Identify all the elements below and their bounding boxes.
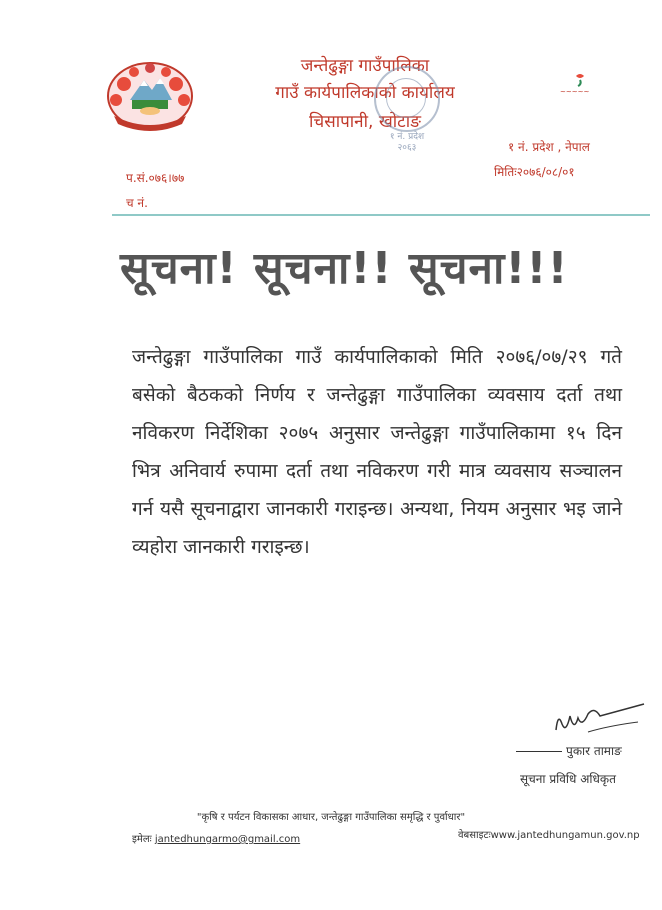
date-text: मितिः२०७६/०८/०१ xyxy=(494,165,575,179)
svg-text:~~~~~: ~~~~~ xyxy=(560,88,590,96)
signature-line xyxy=(516,751,562,752)
office-address: चिसापानी, खोटाङ xyxy=(309,112,421,132)
email-label: इमेलः xyxy=(132,834,152,845)
government-emblem xyxy=(104,58,196,134)
stamp-text-line-2: २०६३ xyxy=(397,143,417,153)
footer-email xyxy=(132,831,300,845)
footer-slogan: "कृषि र पर्यटन विकासका आधार, जन्तेढुङ्गा गाउँपालिका समृद्धि र पुर्वाधार" xyxy=(196,812,466,823)
signature-scribble xyxy=(548,702,648,742)
reference-number: प.सं.०७६।७७ xyxy=(126,171,185,185)
notice-heading: सूचना! सूचना!! सूचना!!! xyxy=(120,243,569,294)
footer-website[interactable]: वेबसाइटःwww.jantedhungamun.gov.np xyxy=(458,830,640,841)
signatory-title: सूचना प्रविधि अधिकृत xyxy=(520,772,616,786)
signatory-name: पुकार तामाङ xyxy=(566,744,622,758)
municipality-name: जन्तेढुङ्गा गाउँपालिका xyxy=(300,56,430,76)
province-text: १ नं. प्रदेश , नेपाल xyxy=(508,140,590,154)
stamp-text-line-1: १ नं. प्रदेश xyxy=(389,132,425,142)
email-link[interactable]: jantedhungarmo@gmail.com xyxy=(154,834,301,845)
office-name: गाउँ कार्यपालिकाको कार्यालय xyxy=(275,83,455,103)
nepal-tourism-logo xyxy=(558,72,598,98)
dispatch-number: च नं. xyxy=(126,196,148,210)
notice-body: जन्तेढुङ्गा गाउँपालिका गाउँ कार्यपालिकाको मिति २०७६/०७/२९ गते बसेको बैठकको निर्णय र जन्तेढुङ्गा गाउँपालिका व्यवसाय दर्ता तथा नविकरण निर्देशिका २०७५ अनुसार जन्तेढुङ्गा गाउँपालिकामा १५ दिन भित्र अनिवार्य रुपामा दर्ता तथा नविकरण गरी मात्र व्यवसाय सञ्चालन गर्न यसै सूचनाद्वारा जानकारी गराइन्छ। अन्यथा, नियम अनुसार भइ जाने व्यहोरा जानकारी गराइन्छ। xyxy=(132,346,622,558)
stamp-text xyxy=(372,132,442,154)
office-stamp xyxy=(374,66,440,132)
header-divider xyxy=(112,214,650,216)
